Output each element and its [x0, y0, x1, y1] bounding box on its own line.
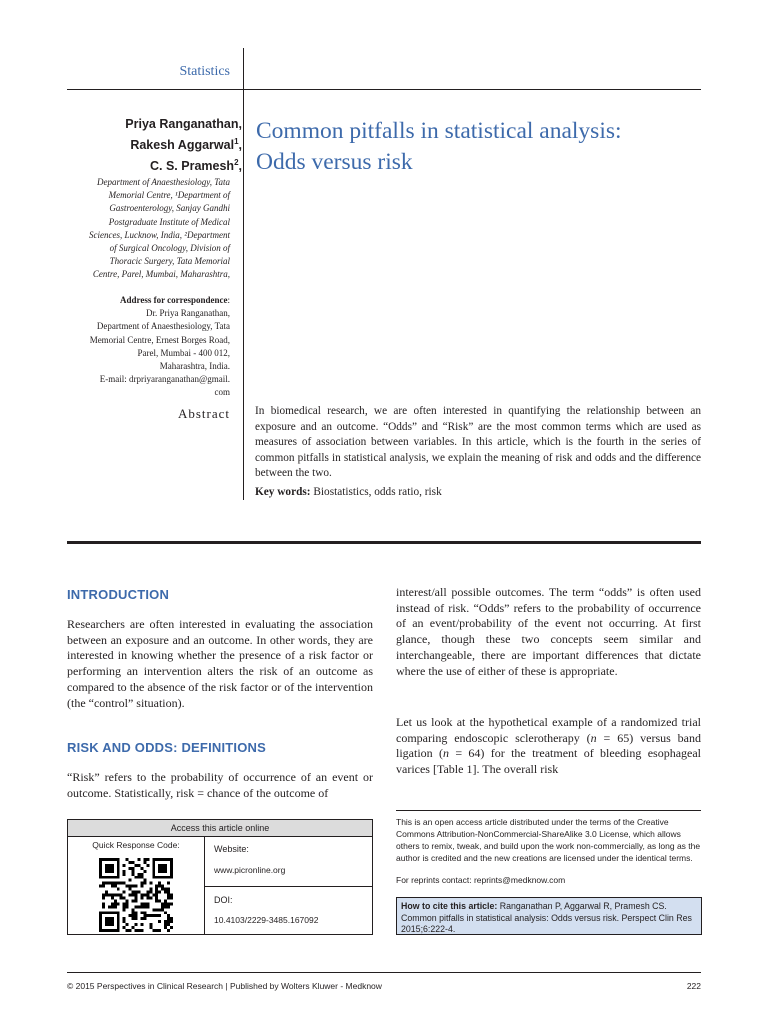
sidebar-column-divider [243, 90, 244, 500]
correspondence-email: E-mail: drpriyaranganathan@gmail. [99, 374, 230, 385]
footer-copyright: © 2015 Perspectives in Clinical Research | Published by Wolters Kluwer - Medknow [67, 981, 382, 991]
qr-code-icon[interactable] [99, 858, 173, 932]
header-column-divider [243, 48, 244, 90]
license-note: This is an open access article distributed under the terms of the Creative Commons Attribution-NonCommercial-ShareAlike 3.0 License, which allows others to remix, tweak, and build upon the work non-commercially, as long as the author is credited and the new creations are licensed under the identical terms. [396, 817, 701, 863]
reprints-contact: For reprints contact: reprints@medknow.com [396, 875, 566, 885]
introduction-heading: INTRODUCTION [67, 587, 170, 602]
citation-label: How to cite this article: [401, 901, 498, 911]
affiliation: Department of Anaesthesiology, Tata Memorial Centre, ¹Department of Gastroenterology, Sanjay Gandhi Postgraduate Institute of Medical Sciences, Lucknow, India, ²Department of Surgical Oncology, Division of Thoracic Surgery, Tata Memorial Centre, Parel, Mumbai, Maharashtra, [89, 177, 230, 280]
footer-rule [67, 972, 701, 973]
introduction-text: Researchers are often interested in evaluating the association between an exposure and an outcome. In other words, they are interested in knowing whether the presence of a risk factor or performing an intervention alters the risk of an outcome as compared to the absence of the risk factor or of the intervention (the “control” situation). [67, 617, 373, 710]
keywords-label: Key words: [255, 486, 311, 498]
right-paragraph-2: Let us look at the hypothetical example of a randomized trial comparing endoscopic sclerotherapy (n = 65) versus band ligation (n = 64) for the treatment of bleeding esophageal varices [Table 1]. The overall risk [396, 715, 702, 777]
article-title: Common pitfalls in statistical analysis: Odds versus risk [256, 118, 622, 175]
abstract-heading: Abstract [177, 406, 230, 421]
citation-box: How to cite this article: Ranganathan P, Aggarwal R, Pramesh CS. Common pitfalls in statistical analysis: Odds versus risk. Perspect Clin Res 2015;6:222-4. [396, 897, 702, 935]
abstract-text: In biomedical research, we are often interested in quantifying the relationship between an exposure and an outcome. “Odds” and “Risk” are the most common terms which are used as measures of association between variables. In this article, which is the fourth in the series of common pitfalls in statistical analysis, we explain the meaning of risk and odds and the difference between the two. [255, 405, 701, 480]
license-rule [396, 810, 701, 811]
author-list [60, 115, 242, 175]
access-box-title: Access this article online [68, 820, 372, 837]
header-rule [67, 89, 701, 90]
access-article-box [67, 819, 373, 935]
doi-label: DOI: [214, 895, 233, 905]
box-divider [205, 886, 373, 887]
page-number: 222 [686, 981, 701, 991]
correspondence-address: Address for correspondence: Dr. Priya Ranganathan, Department of Anaesthesiology, Tata Memorial Centre, Ernest Borges Road, Parel, Mumbai - 400 012, Maharashtra, India. E-mail: drpriyaranganathan@gmail. com [64, 294, 230, 400]
abstract-section-rule [67, 541, 701, 544]
definitions-text: “Risk” refers to the probability of occurrence of an event or outcome. Statistically, risk = chance of the outcome of [67, 770, 373, 800]
keywords: Key words: Biostatistics, odds ratio, risk [255, 486, 442, 498]
author-1: Priya Ranganathan, [125, 117, 242, 131]
right-paragraph-1: interest/all possible outcomes. The term “odds” is often used instead of risk. “Odds” refers to the probability of occurrence of an event/probability of the event not occurring. At first glance, though these two concepts seem similar and interchangeable, there are important differences that dictate where the use of either of these is appropriate. [396, 585, 701, 678]
author-2: Rakesh Aggarwal$^1$, [130, 137, 242, 153]
doi-link[interactable]: 10.4103/2229-3485.167092 [214, 915, 319, 925]
definitions-heading: RISK AND ODDS: DEFINITIONS [67, 740, 267, 755]
website-link[interactable]: www.picronline.org [214, 865, 286, 875]
qr-code-label: Quick Response Code: [92, 840, 180, 850]
website-label: Website: [214, 844, 249, 854]
author-3: C. S. Pramesh$^2$, [149, 158, 242, 174]
correspondence-label: Address for correspondence [119, 295, 228, 305]
section-label: Statistics [179, 64, 230, 79]
